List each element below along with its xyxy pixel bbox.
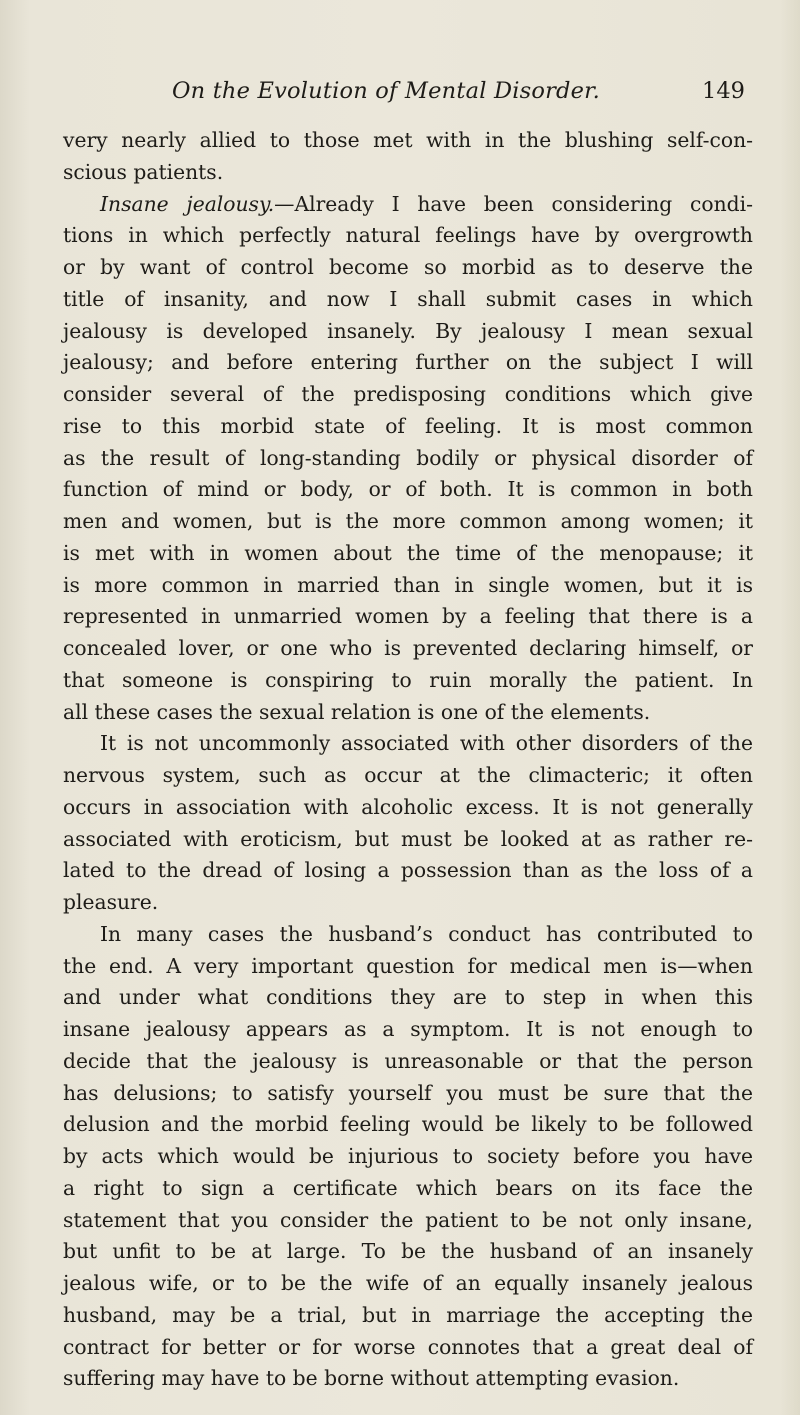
text-line: Insane jealousy.—Already I have been considering condi- (63, 189, 753, 221)
text-line: husband, may be a trial, but in marriage the accepting the (63, 1302, 753, 1327)
text-line: It is not uncommonly associated with other disorders of the (100, 731, 753, 756)
text-line: all these cases the sexual relation is one of the elements. (63, 699, 651, 724)
text-line: suffering may have to be borne without attempting evasion. (63, 1366, 680, 1391)
text-line: very nearly allied to those met with in the blushing self-con- (63, 128, 753, 152)
text-line: by acts which would be injurious to society before you have (63, 1144, 753, 1168)
text-line: insane jealousy appears as a symptom. It is not enough to (63, 1017, 753, 1041)
text-line: jealousy is developed insanely. By jealousy I mean sexual (63, 318, 753, 343)
text-line: or by want of control become so morbid as to deserve the (63, 255, 753, 279)
page-header (160, 78, 745, 112)
text-line: associated with eroticism, but must be looked at as rather re- (63, 826, 753, 851)
text-line: occurs in association with alcoholic excess. It is not generally (63, 794, 753, 819)
text-line: concealed lover, or one who is prevented declaring himself, or (63, 636, 753, 660)
text-line: the end. A very important question for medical men is—when (63, 953, 753, 978)
section-heading: Insane jealousy. (100, 191, 275, 216)
text-line: men and women, but is the more common among women; it (63, 509, 753, 533)
running-title: On the Evolution of Mental Disorder. (172, 78, 600, 104)
text-line: rise to this morbid state of feeling. It is most common (63, 413, 753, 438)
text-line: nervous system, such as occur at the climacteric; it often (63, 763, 753, 787)
text-line: decide that the jealousy is unreasonable or that the person (63, 1048, 753, 1073)
text-line: a right to sign a certificate which bears on its face the (63, 1175, 753, 1200)
text-line: and under what conditions they are to step in when this (63, 985, 753, 1010)
text-line: is more common in married than in single women, but it is (63, 572, 753, 597)
text-line: that someone is conspiring to ruin morally the patient. In (63, 667, 753, 692)
text-line: jealous wife, or to be the wife of an equally insanely jealous (63, 1271, 753, 1295)
text-line: delusion and the morbid feeling would be likely to be followed (63, 1112, 753, 1137)
page-number: 149 (702, 78, 745, 104)
text-line: In many cases the husband’s conduct has contributed to (100, 921, 753, 946)
text-line: as the result of long-standing bodily or physical disorder of (63, 445, 753, 470)
text-line: but unfit to be at large. To be the husband of an insanely (63, 1239, 753, 1264)
text-line: jealousy; and before entering further on the subject I will (63, 350, 753, 375)
text-line: has delusions; to satisfy yourself you must be sure that the (63, 1080, 753, 1105)
body-text (63, 125, 753, 1395)
text-line: lated to the dread of losing a possession than as the loss of a (63, 858, 753, 883)
text-line: contract for better or for worse connotes that a great deal of (63, 1334, 753, 1359)
text-line: tions in which perfectly natural feelings have by overgrowth (63, 223, 753, 248)
text-line: represented in unmarried women by a feeling that there is a (63, 604, 753, 629)
text-line: scious patients. (63, 159, 224, 184)
text-line: is met with in women about the time of the menopause; it (63, 540, 753, 565)
text-line: consider several of the predisposing conditions which give (63, 382, 753, 406)
text-line: function of mind or body, or of both. It is common in both (63, 477, 753, 502)
text-line: title of insanity, and now I shall submit cases in which (63, 286, 753, 311)
text-line: pleasure. (63, 890, 159, 914)
text-line: statement that you consider the patient to be not only insane, (63, 1207, 753, 1232)
